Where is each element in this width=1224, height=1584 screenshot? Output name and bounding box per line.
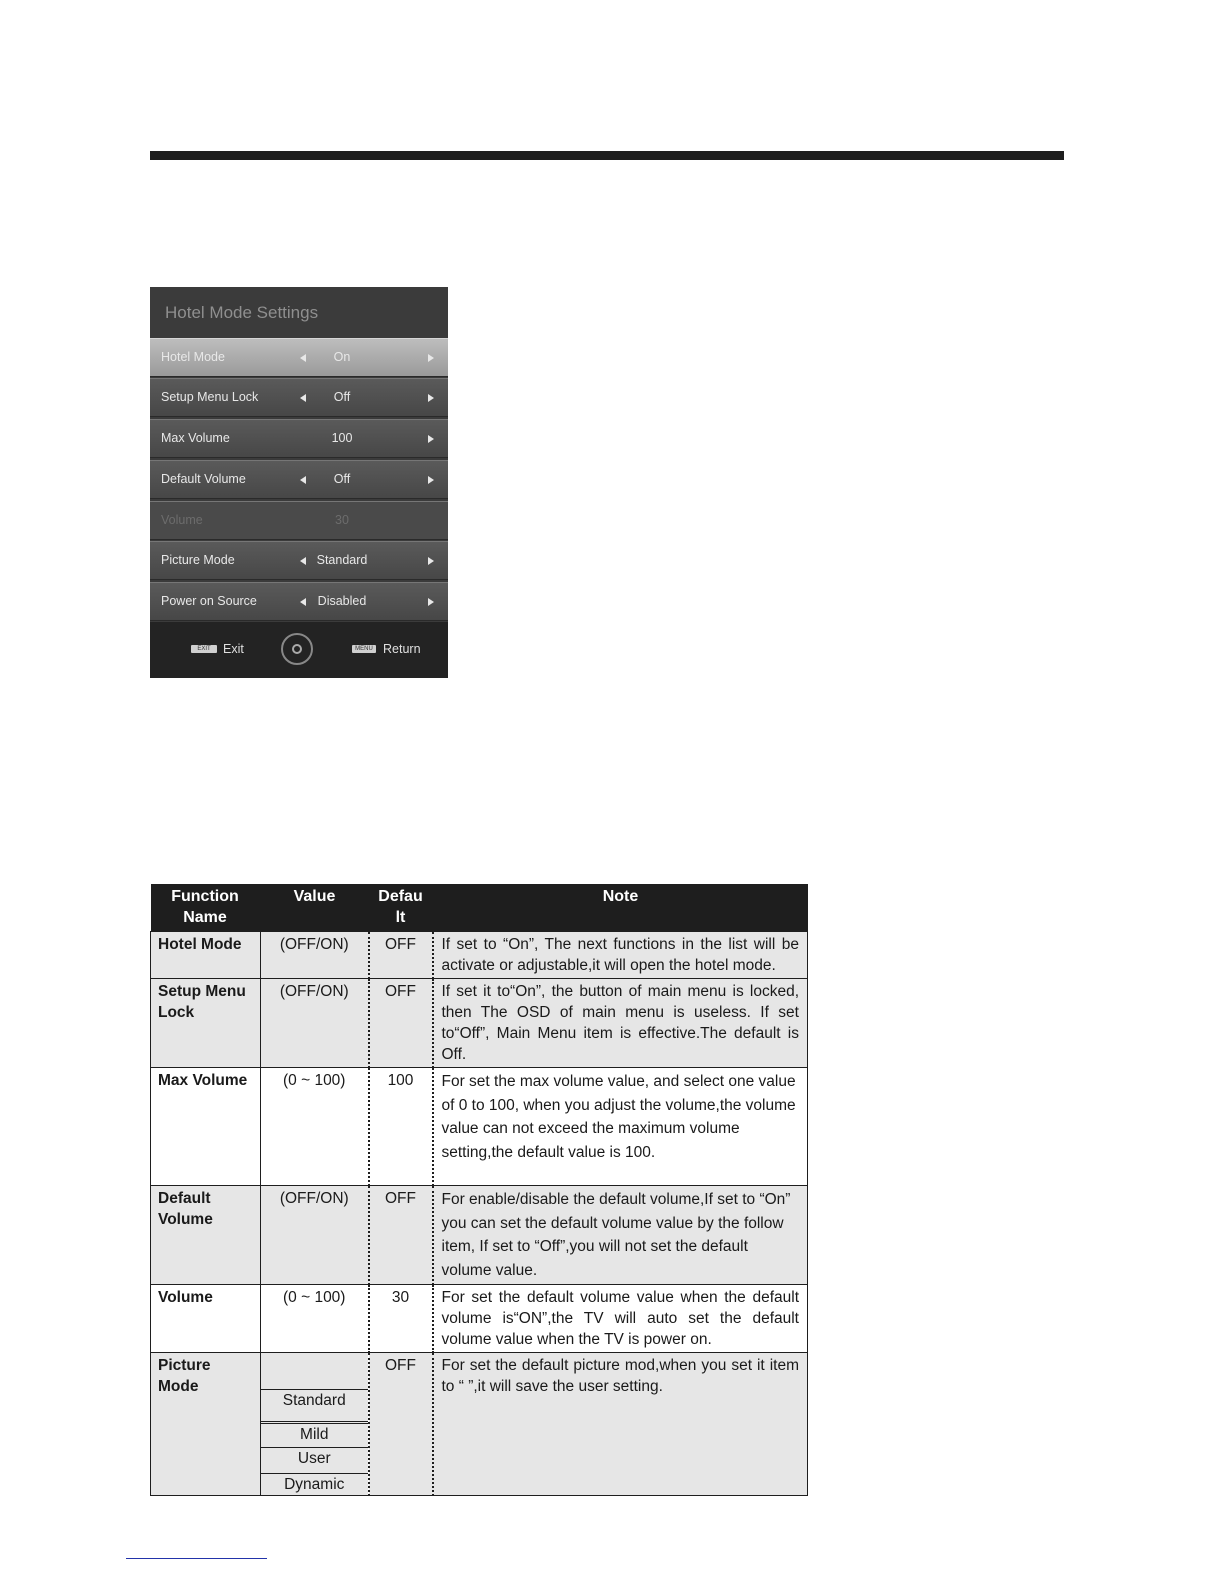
table-row: [151, 1353, 808, 1496]
arrow-right-icon[interactable]: [428, 435, 434, 443]
osd-row-value: Off: [333, 472, 351, 486]
header-function-name: Function Name: [151, 884, 261, 932]
cell-function-name: Max Volume: [151, 1068, 261, 1186]
cell-default: OFF: [369, 1186, 433, 1285]
arrow-right-icon[interactable]: [428, 354, 434, 362]
osd-row-value: Standard: [316, 553, 368, 567]
footer-underline: [126, 1558, 267, 1559]
cell-function-name: Volume: [151, 1285, 261, 1353]
cell-note: If set to “On”, The next functions in the list will be activate or adjustable,it will open the hotel mode.: [433, 932, 808, 979]
osd-row-power-on-source[interactable]: [150, 582, 448, 621]
cell-default: OFF: [369, 979, 433, 1068]
cell-value: (OFF/ON): [261, 932, 369, 979]
hotel-mode-settings-table: [150, 884, 807, 1493]
osd-row-hotel-mode[interactable]: [150, 338, 448, 377]
dpad-center-icon: [292, 644, 302, 654]
arrow-right-icon[interactable]: [428, 476, 434, 484]
settings-table: [150, 884, 808, 1496]
cell-function-name: Default Volume: [151, 1186, 261, 1285]
cell-note: For set the default volume value when the default volume is“ON”,the TV will auto set the default volume value when the TV is power on.: [433, 1285, 808, 1353]
cell-value: (OFF/ON): [261, 979, 369, 1068]
table-row: [151, 1285, 808, 1353]
table-row: [151, 979, 808, 1068]
osd-row-value: On: [333, 350, 351, 364]
cell-note: For set the max volume value, and select one value of 0 to 100, when you adjust the volume,the volume value can not exceed the maximum volume setting,the default value is 100.: [433, 1068, 808, 1186]
exit-key-icon[interactable]: EXIT: [191, 645, 217, 653]
cell-function-name: Picture Mode: [151, 1353, 261, 1496]
table-row: [151, 1186, 808, 1285]
osd-row-value: Disabled: [317, 594, 367, 608]
table-row: [151, 932, 808, 979]
hotel-mode-osd-menu: [150, 287, 448, 678]
option-standard: Standard: [261, 1389, 368, 1412]
osd-row-max-volume[interactable]: [150, 419, 448, 458]
osd-row-value: 30: [335, 513, 349, 527]
table-header-row: [151, 884, 808, 932]
arrow-right-icon[interactable]: [428, 557, 434, 565]
cell-default: 30: [369, 1285, 433, 1353]
cell-default: OFF: [369, 1353, 433, 1496]
arrow-right-icon[interactable]: [428, 394, 434, 402]
cell-value: (OFF/ON): [261, 1186, 369, 1285]
header-value: Value: [261, 884, 369, 932]
osd-row-value: 100: [331, 431, 353, 445]
osd-row-label: Hotel Mode: [161, 350, 225, 364]
osd-footer: [150, 622, 448, 678]
cell-function-name: Hotel Mode: [151, 932, 261, 979]
cell-default: 100: [369, 1068, 433, 1186]
osd-row-label: Default Volume: [161, 472, 246, 486]
cell-value: (0 ~ 100): [261, 1285, 369, 1353]
top-rule: [150, 151, 1064, 160]
cell-value-options: [261, 1353, 369, 1496]
cell-value: (0 ~ 100): [261, 1068, 369, 1186]
cell-default: OFF: [369, 932, 433, 979]
cell-note: For set the default picture mod,when you set it item to “ ”,it will save the user setting.: [433, 1353, 808, 1496]
header-note: Note: [433, 884, 808, 932]
osd-row-volume: [150, 501, 448, 540]
menu-key-icon[interactable]: MENU: [352, 645, 376, 653]
osd-row-default-volume[interactable]: [150, 460, 448, 499]
arrow-right-icon[interactable]: [428, 598, 434, 606]
option-dynamic: Dynamic: [261, 1473, 368, 1496]
option-user: User: [261, 1447, 368, 1470]
osd-row-value: Off: [333, 390, 351, 404]
cell-note: For enable/disable the default volume,If set to “On” you can set the default volume value by the follow item, If set to “Off”,you will not set the default volume value.: [433, 1186, 808, 1285]
cell-note: If set it to“On”, the button of main menu is locked, then The OSD of main menu is useless. If set to“Off”, Main Menu item is effective.The default is Off.: [433, 979, 808, 1068]
exit-label: Exit: [223, 642, 244, 656]
option-mild: Mild: [261, 1421, 368, 1446]
osd-row-picture-mode[interactable]: [150, 541, 448, 580]
return-label: Return: [383, 642, 421, 656]
osd-row-label: Volume: [161, 513, 203, 527]
osd-row-label: Max Volume: [161, 431, 230, 445]
osd-title: Hotel Mode Settings: [165, 303, 319, 322]
cell-function-name: Setup Menu Lock: [151, 979, 261, 1068]
osd-row-label: Picture Mode: [161, 553, 235, 567]
table-row: [151, 1068, 808, 1186]
osd-row-label: Setup Menu Lock: [161, 390, 259, 404]
dpad-navigation-icon: [281, 633, 313, 665]
header-default: Defau lt: [369, 884, 433, 932]
osd-row-setup-menu-lock[interactable]: [150, 378, 448, 417]
osd-row-label: Power on Source: [161, 594, 257, 608]
